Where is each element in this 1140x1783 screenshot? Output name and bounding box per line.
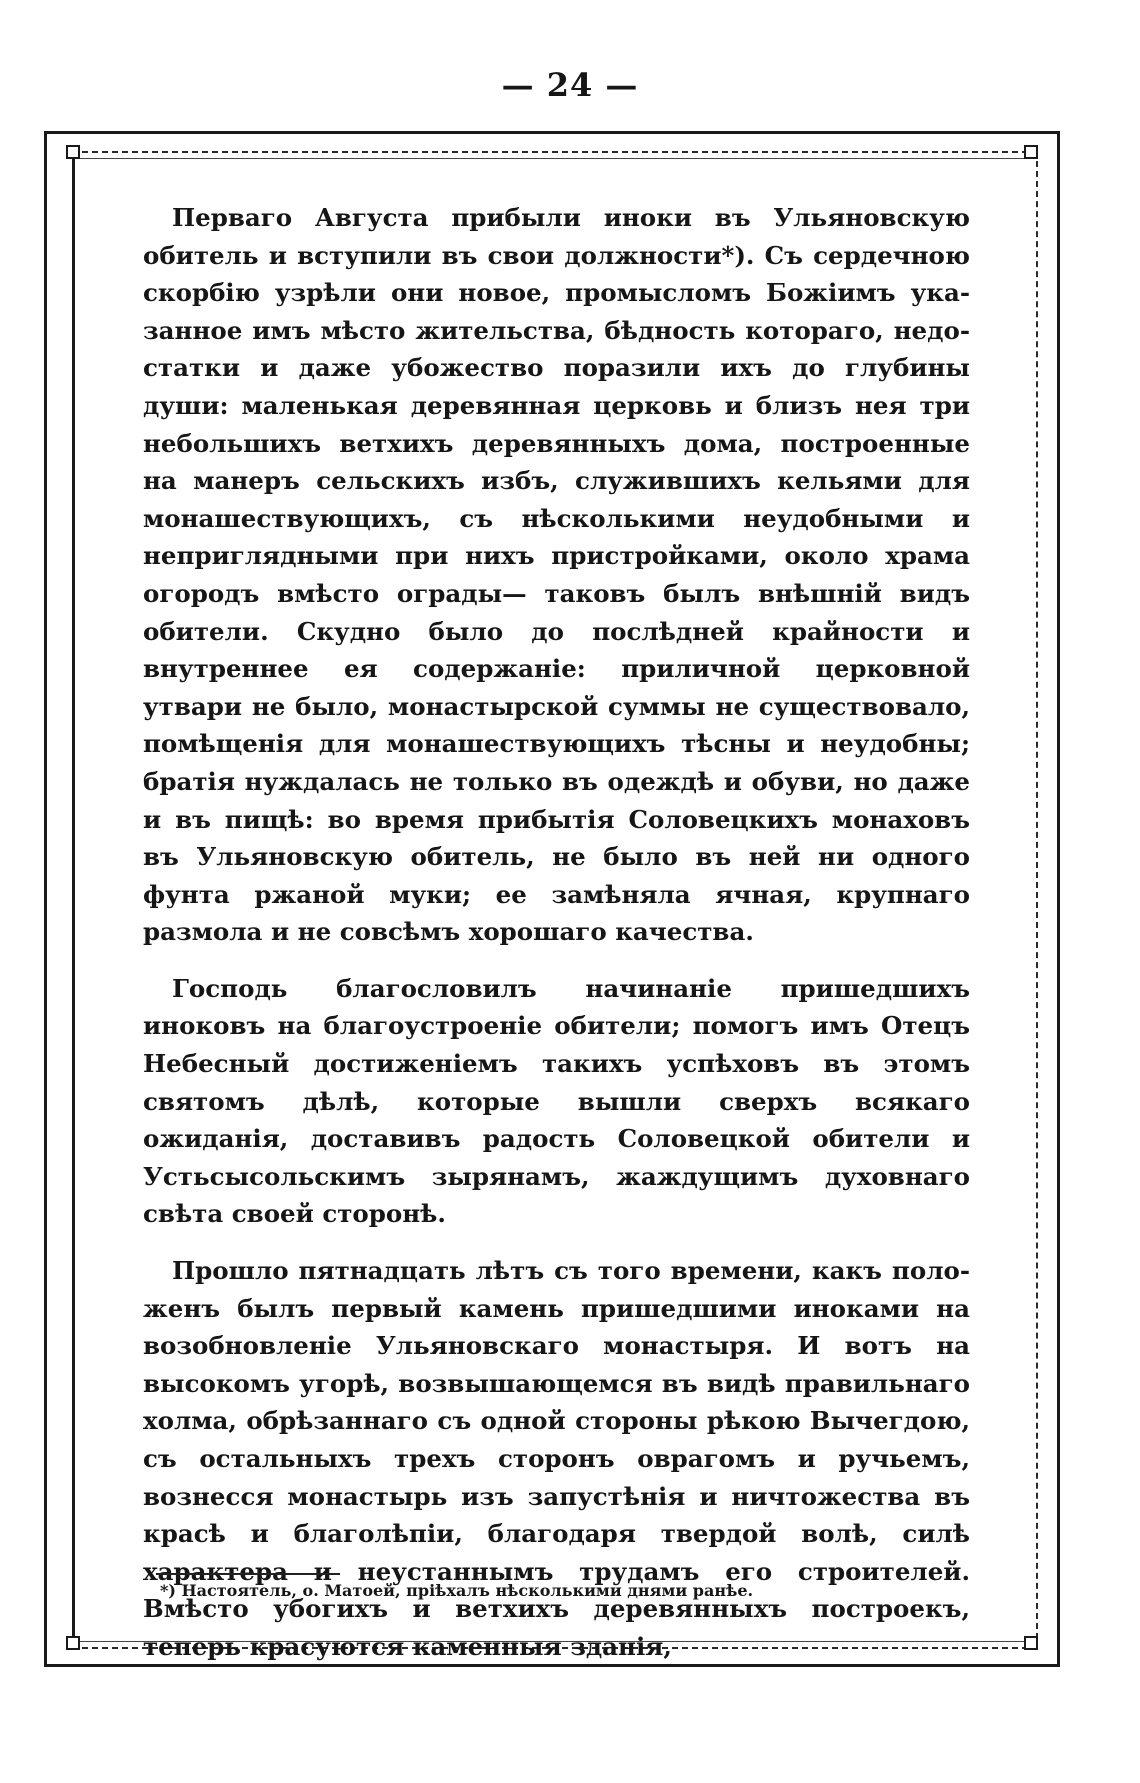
page-number: — 24 — [501,66,639,104]
body-text [143,199,970,1666]
corner-ornament-bottom-left [66,1636,80,1650]
corner-ornament-top-right [1024,145,1038,159]
corner-ornament-bottom-right [1024,1636,1038,1650]
paragraph-3: Прошло пятнадцать лѣтъ съ того времени, какъ положенъ былъ первый камень пришедшими иноками на возобновленіе Ульяновскаго монастыря. И вотъ на высокомъ угорѣ, возвышающемся въ видѣ правильнаго холма, обрѣзаннаго съ одной стороны рѣкою Вычегдою, съ остальныхъ трехъ сторонъ оврагомъ и ручьемъ, вознесся монастырь изъ запустѣнія и ничтожества въ красѣ и благолѣпіи, благодаря твердой волѣ, силѣ характера и неустаннымъ трудамъ его строителей. Вмѣсто убогихъ и ветхихъ деревянныхъ построекъ, теперь красуются каменныя зданія, [143,1256,970,1661]
footnote-divider [156,1573,340,1575]
footnote: *) Настоятель, о. Матоей, пріѣхалъ нѣсколькими днями ранѣе. [160,1581,754,1600]
paragraph-1: Перваго Августа прибыли иноки въ Ульяновскую обитель и вступили въ свои должности*). Съ сердечною скорбію узрѣли они новое, промысломъ Божіимъ указанное имъ мѣсто жительства, бѣдность котораго, недостатки и даже убожество поразили ихъ до глубины души: маленькая деревянная церковь и близъ нея три небольшихъ ветхихъ деревянныхъ дома, построенные на манеръ сельскихъ избъ, служившихъ кельями для монашествующихъ, съ нѣсколькими неудобными и неприглядными при нихъ пристройками, около храма огородъ вмѣсто ограды— таковъ былъ внѣшній видъ обители. Скудно было до послѣдней крайности и внутреннее ея содержаніе: приличной церковной утвари не было, монастырской суммы не существовало, помѣщенія для монашествующихъ тѣсны и неудобны; братія нуждалась не только въ одеждѣ и обуви, но даже и въ пищѣ: во время прибытія Соловецкихъ монаховъ въ Ульяновскую обитель, не было въ ней ни одного фунта ржаной муки; ее замѣняла ячная, крупнаго размола и не совсѣмъ хорошаго качества. [143,203,970,947]
paragraph-2: Господь благословилъ начинаніе пришедшихъ иноковъ на благоустроеніе обители; помогъ имъ Отецъ Небесный достиженіемъ такихъ успѣховъ въ этомъ святомъ дѣлѣ, которые вышли сверхъ всякаго ожиданія, доставивъ радость Соловецкой обители и Устьсысольскимъ зырянамъ, жаждущимъ духовнаго свѣта своей сторонѣ. [143,973,970,1229]
corner-ornament-top-left [66,145,80,159]
